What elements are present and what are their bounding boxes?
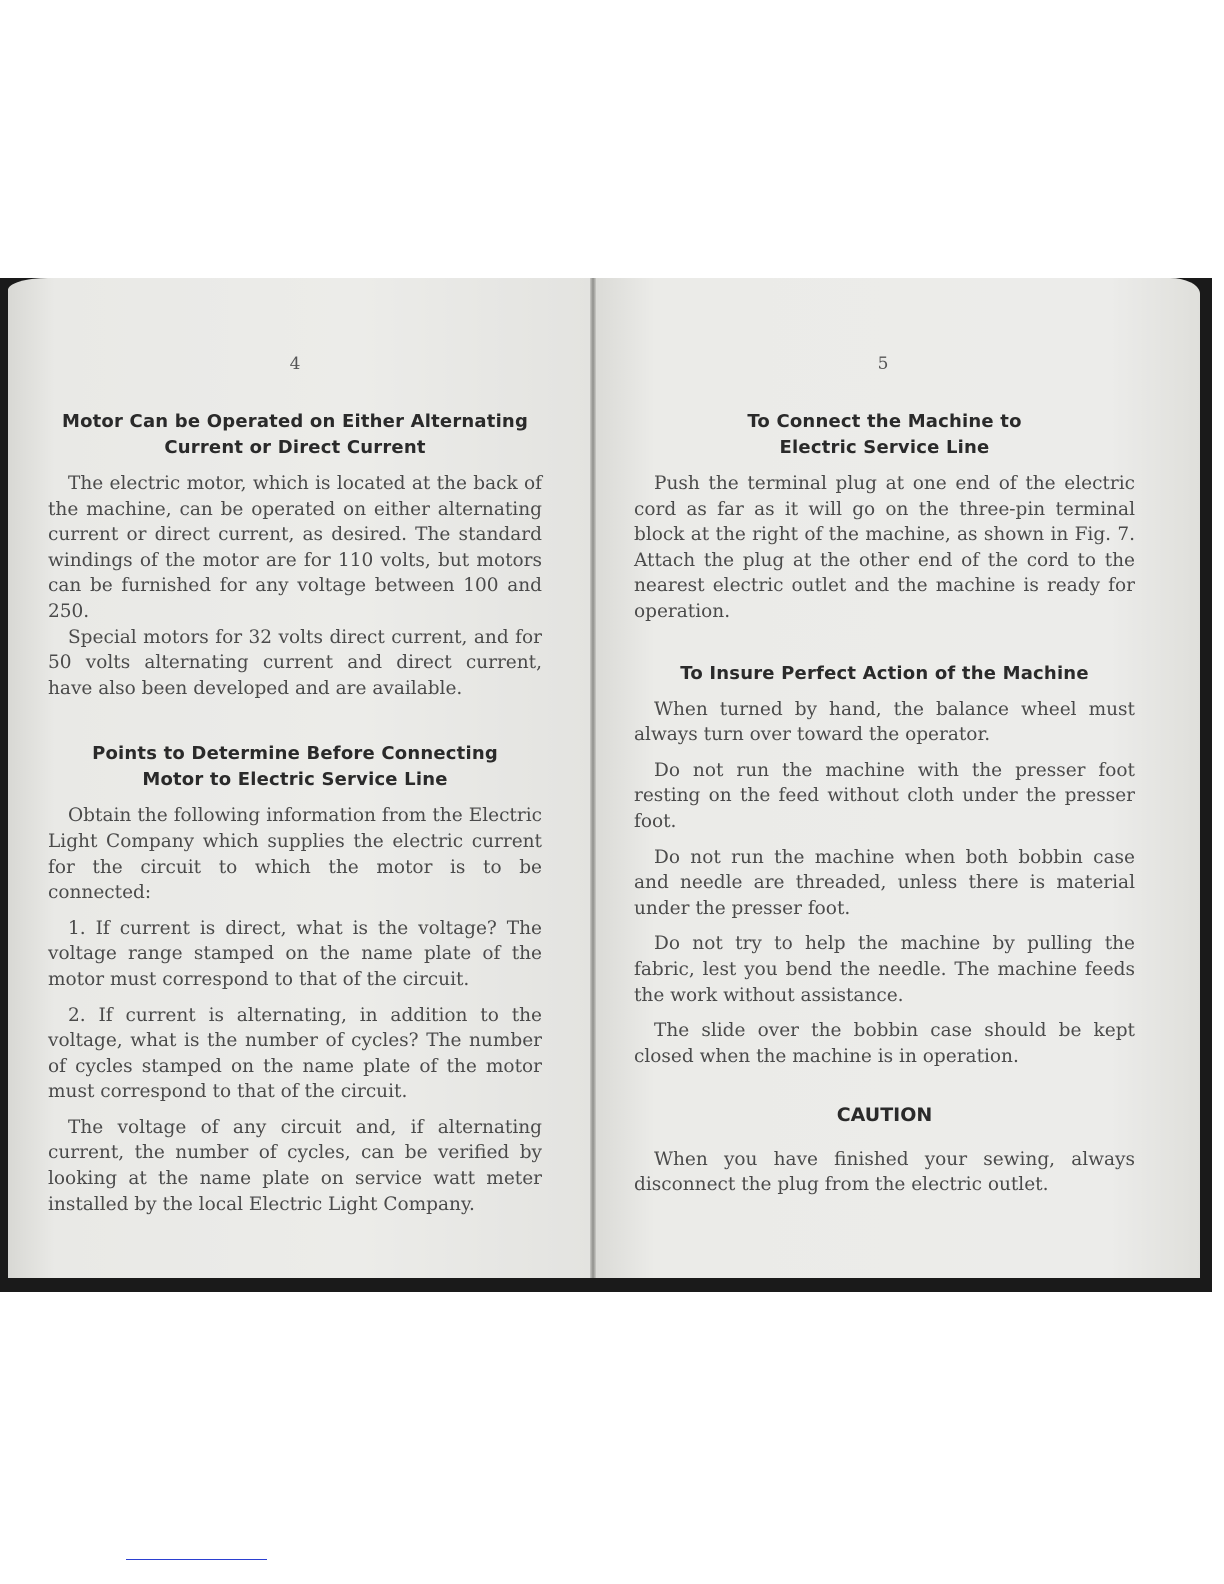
paragraph: When turned by hand, the balance wheel must always turn over toward the operator.: [634, 698, 1135, 746]
caution-heading: CAUTION: [836, 1104, 933, 1127]
paragraph: The electric motor, which is located at the back of the machine, can be operated on either alternating current or direct current, as desired. The standard windings of the motor are for 110 volts, but motors can be furnished for any voltage between 100 and 250.: [48, 473, 542, 622]
section-heading-points-to-determine: [48, 741, 542, 793]
booklet-gutter: [590, 278, 596, 1292]
caution-text: When you have finished your sewing, always disconnect the plug from the electric outlet.: [634, 1148, 1135, 1196]
paragraph: Push the terminal plug at one end of the electric cord as far as it will go on the three-pin terminal block at the right of the machine, as shown in Fig. 7. Attach the plug at the other end of the cord to the nearest electric outlet and the machine is ready for operation.: [634, 473, 1135, 622]
page-number-right: 5: [877, 354, 889, 374]
list-item: 1. If current is direct, what is the voltage? The voltage range stamped on the name plate of the motor must correspond to that of the circuit.: [48, 917, 542, 990]
right-page-content: [634, 409, 1135, 1198]
section-heading-motor-operation: [48, 409, 542, 461]
heading-line: Motor to Electric Service Line: [142, 769, 448, 791]
paragraph: Do not run the machine with the presser foot resting on the feed without cloth under the presser foot.: [634, 759, 1135, 832]
footer-link-underline: [126, 1559, 267, 1560]
paragraph: The slide over the bobbin case should be kept closed when the machine is in operation.: [634, 1020, 1135, 1067]
heading-line: To Connect the Machine to: [747, 411, 1022, 432]
paragraph: Do not run the machine when both bobbin case and needle are threaded, unless there is material under the presser foot.: [634, 846, 1135, 919]
list-item: 2. If current is alternating, in addition to the voltage, what is the number of cycles? The number of cycles stamped on the name plate of the motor must correspond to that of the circuit.: [48, 1004, 542, 1103]
page-number-left: 4: [289, 354, 301, 374]
paragraph: Special motors for 32 volts direct current, and for 50 volts alternating current and direct current, have also been developed and are available.: [48, 626, 542, 699]
paragraph: The voltage of any circuit and, if alternating current, the number of cycles, can be verified by looking at the name plate on service watt meter installed by the local Electric Light Company.: [48, 1116, 542, 1215]
section-heading-connect-machine: [634, 409, 1135, 461]
heading-line: Electric Service Line: [779, 437, 990, 458]
booklet-bottom-edge: [0, 1278, 1212, 1292]
heading-line: Current or Direct Current: [164, 437, 426, 458]
section-heading-perfect-action: To Insure Perfect Action of the Machine: [680, 662, 1089, 684]
paragraph: Obtain the following information from the Electric Light Company which supplies the electric current for the circuit to which the motor is to be connected:: [48, 805, 542, 904]
left-page-content: [48, 409, 542, 1217]
paragraph: Do not try to help the machine by pulling the fabric, lest you bend the needle. The machine feeds the work without assistance.: [634, 933, 1135, 1006]
heading-line: Points to Determine Before Connecting: [92, 743, 498, 765]
heading-line: Motor Can be Operated on Either Alternating: [61, 411, 529, 432]
